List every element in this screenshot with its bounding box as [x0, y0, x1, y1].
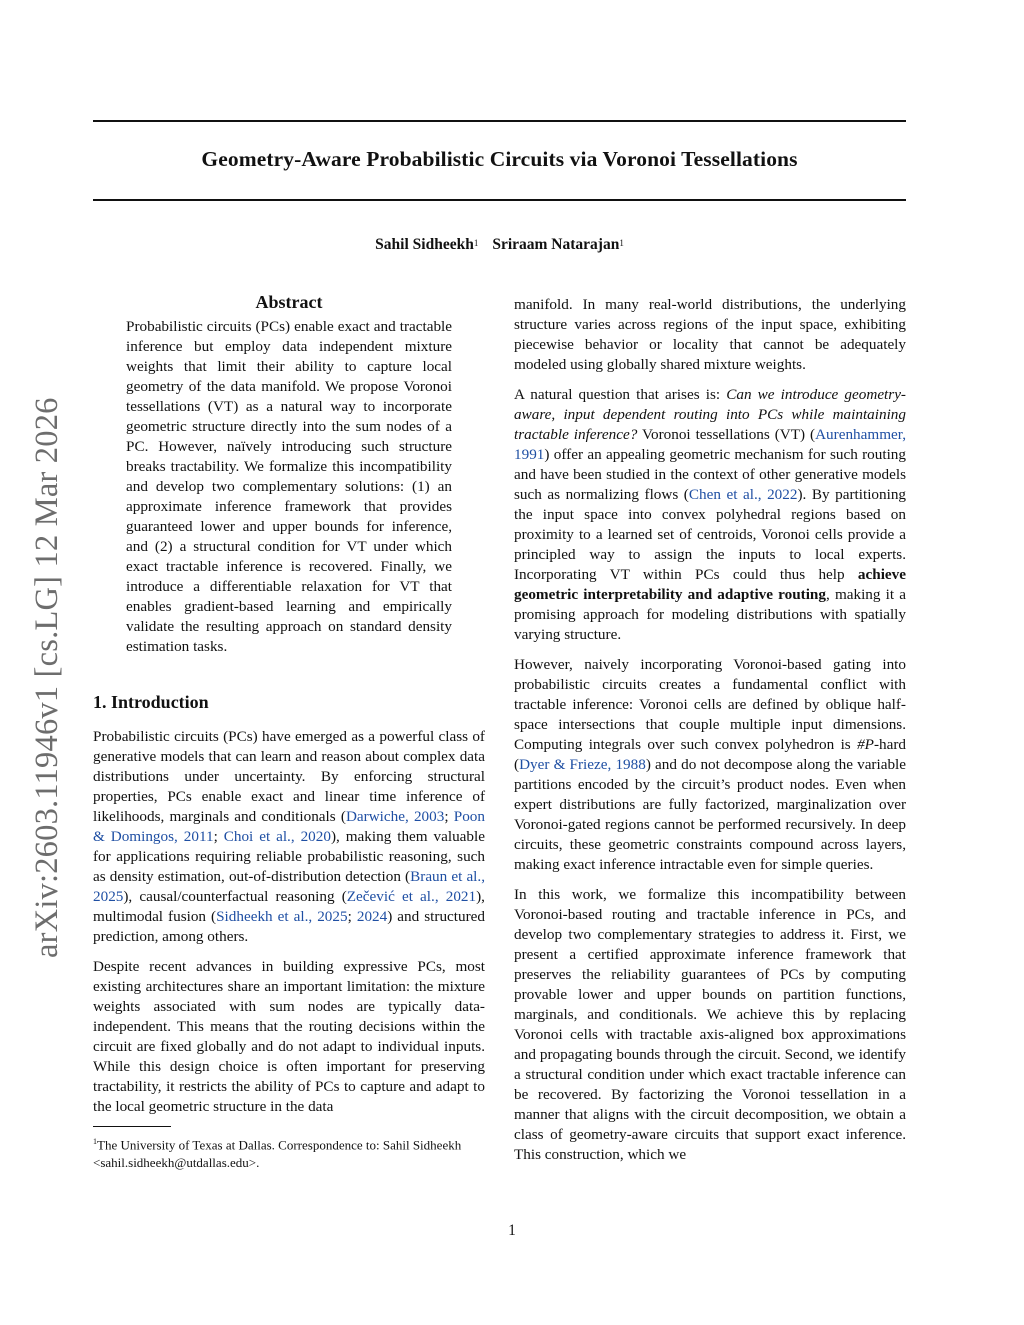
intro-paragraph-1: Probabilistic circuits (PCs) have emerged as a powerful class of generative models that can learn and reason about complex data distributions under uncertainty. By enforcing structural properties, PCs enable exact and linear time inference of likelihoods, marginals and conditionals (Darwiche, 2003; Poon & Domingos, 2011; Choi et al., 2020), making them valuable for applications requiring reliable probabilistic reasoning, such as density estimation, out-of-distribution detection (Braun et al., 2025), causal/counterfactual reasoning (Zečević et al., 2021), multimodal fusion (Sidheekh et al., 2025; 2024) and structured prediction, among others. — [93, 728, 485, 945]
footnote-rule — [93, 1126, 171, 1127]
top-rule — [93, 120, 906, 122]
math-sharp-p: #P — [857, 736, 874, 753]
intro-paragraph-2-continued: manifold. In many real-world distributions, the underlying structure varies across regions of the input space, exhibiting piecewise behavior or locality that cannot be adequately modeled using globally shared mixture weights. — [514, 296, 906, 373]
citation-link[interactable]: Choi et al., 2020 — [223, 828, 331, 845]
citation-link[interactable]: Braun et al., 2025 — [93, 868, 485, 905]
citation-link[interactable]: Chen et al., 2022 — [688, 486, 798, 503]
left-column — [93, 290, 485, 1172]
citation-link[interactable]: Zečević et al., 2021 — [346, 888, 477, 905]
citation-link[interactable]: 2024 — [356, 908, 388, 925]
intro-paragraph-4: However, naively incorporating Voronoi-based gating into probabilistic circuits creates a fundamental conflict with tractable inference: Voronoi cells are defined by oblique half-space intersections that couple multiple input dimensions. Computing integrals over such convex polyhedron is #P-hard (Dyer & Frieze, 1988) and do not decompose along the variable partitions encoded by the circuit’s product nodes. Even when expert distributions are fully factorized, marginalization over Voronoi-gated regions cannot be performed recursively. In deep circuits, these geometric constraints compound across layers, making exact inference intractable even for simple queries. — [514, 656, 907, 873]
author-name: Sriraam Natarajan — [492, 236, 620, 253]
abstract-heading: Abstract — [255, 292, 323, 312]
footnote-text: The University of Texas at Dallas. Correspondence to: Sahil Sidheekh <sahil.sidheekh@utdallas.edu>. — [93, 1137, 462, 1171]
citation-link[interactable]: Darwiche, 2003 — [345, 808, 445, 825]
author-name: Sahil Sidheekh — [375, 236, 474, 253]
paper-title: Geometry-Aware Probabilistic Circuits via Voronoi Tessellations — [201, 147, 798, 171]
intro-paragraph-2: Despite recent advances in building expressive PCs, most existing architectures share an important limitation: the mixture weights associated with sum nodes are typically data-independent. This means that the routing decisions within the circuit are fixed globally and do not adapt to individual inputs. While this design choice is often important for preserving tractability, it restricts the ability of PCs to capture and adapt to the local geometric structure in the data — [93, 958, 485, 1115]
research-question: Can we introduce geometry-aware, input dependent routing into PCs while maintaining tractable inference? — [514, 386, 906, 443]
page-number: 1 — [508, 1222, 516, 1239]
title-bottom-rule — [93, 199, 906, 201]
footnote — [93, 1133, 485, 1172]
footnote-mark: 1 — [93, 1137, 97, 1146]
citation-link[interactable]: Dyer & Frieze, 1988 — [519, 756, 646, 773]
intro-paragraph-3: A natural question that arises is: Can we introduce geometry-aware, input dependent routing into PCs while maintaining tractable inference? Voronoi tessellations (VT) (Aurenhammer, 1991) offer an appealing geometric mechanism for such routing and have been studied in the context of other generative models such as normalizing flows (Chen et al., 2022). By partitioning the input space into convex polyhedral regions based on proximity to a learned set of centroids, Voronoi cells provide a principled way to assign the inputs to local experts. Incorporating VT within PCs could thus help achieve geometric interpretability and adaptive routing, making it a promising approach for modeling distributions with spatially varying structure. — [514, 386, 907, 643]
emphasis-bold: achieve geometric interpretability and adaptive routing — [514, 566, 906, 603]
citation-link[interactable]: Aurenhammer, 1991 — [514, 426, 906, 463]
affiliation-mark: 1 — [473, 238, 479, 248]
author-list — [93, 236, 906, 254]
citation-link[interactable]: Poon & Domingos, 2011 — [93, 808, 485, 845]
intro-paragraph-5: In this work, we formalize this incompatibility between Voronoi-based routing and tractable inference in PCs, and develop two complementary strategies to address it. First, we present a certified approximate inference framework that preserves the reliability guarantees of PCs by computing provable lower and upper bounds on partition functions, marginals, and conditionals. We achieve this by replacing Voronoi cells with tractable axis-aligned box approximations and propagating bounds through the circuit. Second, we identify a structural condition under which exact tractable inference can be recovered. By factorizing the Voronoi tessellation in a manner that aligns with the circuit decomposition, we obtain a class of geometry-aware circuits that support exact inference. This construction, which we — [514, 886, 906, 1163]
arxiv-stamp: arXiv:2603.11946v1 [cs.LG] 12 Mar 2026 — [29, 397, 65, 958]
citation-link[interactable]: Sidheekh et al., 2025 — [216, 908, 348, 925]
right-column — [514, 295, 906, 1165]
section-heading-introduction: 1. Introduction — [93, 692, 209, 712]
affiliation-mark: 1 — [619, 238, 624, 248]
abstract-text: Probabilistic circuits (PCs) enable exact and tractable inference but employ data independent mixture weights that limit their ability to capture local geometry of the data manifold. We propose Voronoi tessellations (VT) as a natural way to incorporate geometric structure directly into the sum nodes of a PC. However, naïvely introducing such structure breaks tractability. We formalize this incompatibility and develop two complementary solutions: (1) an approximate inference framework that provides guaranteed lower and upper bounds for inference, and (2) a structural condition for VT under which exact tractable inference is recovered. Finally, we introduce a differentiable relaxation for VT that enables gradient-based learning and empirically validate the resulting approach on standard density estimation tasks. — [126, 318, 452, 655]
